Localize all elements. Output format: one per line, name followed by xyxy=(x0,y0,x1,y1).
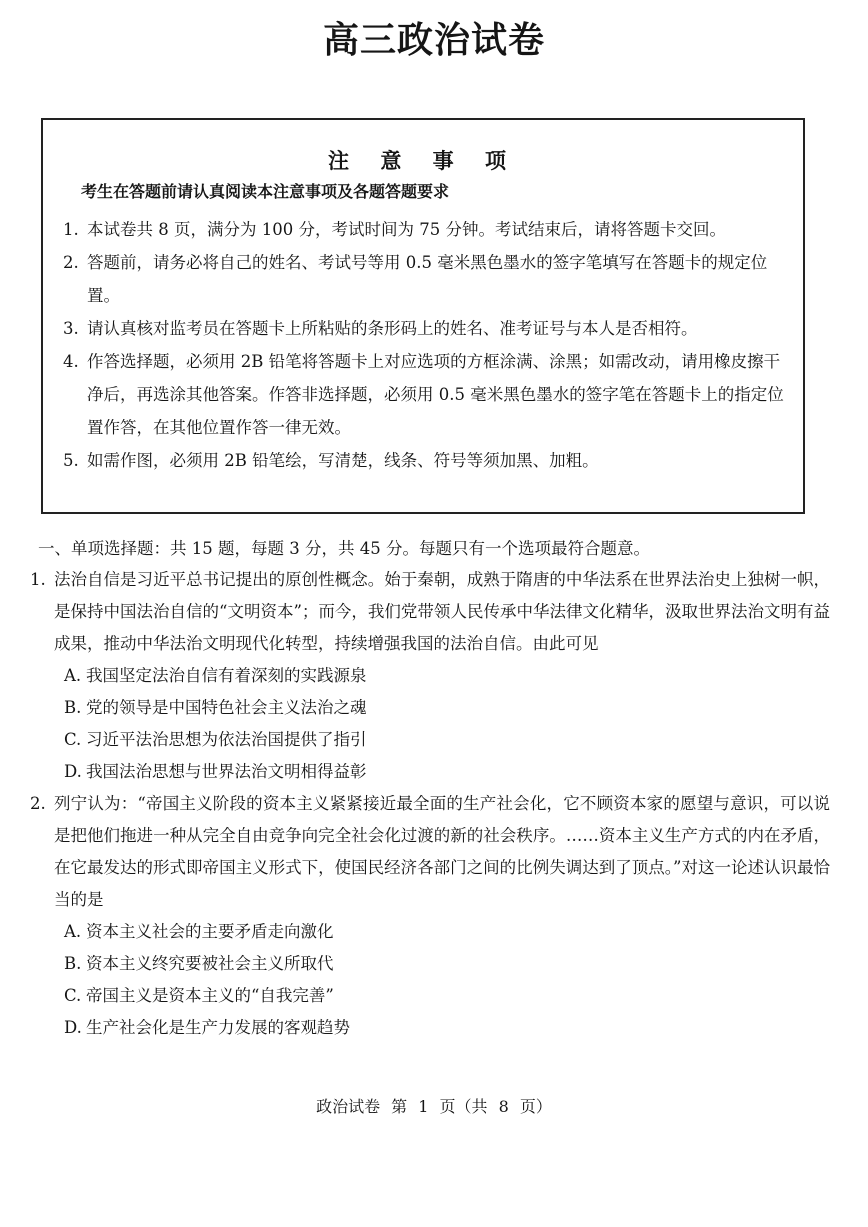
option-letter: B. xyxy=(64,698,82,717)
page-title: 高三政治试卷 xyxy=(322,20,545,61)
notice-item-text: 本试卷共 8 页，满分为 100 分，考试时间为 75 分钟。考试结束后，请将答题卡交回。 xyxy=(87,220,726,239)
option-a xyxy=(64,916,830,948)
option-b xyxy=(64,948,830,980)
option-text: 帝国主义是资本主义的“自我完善” xyxy=(86,986,334,1005)
notice-item-number: 5. xyxy=(63,451,79,470)
option-text: 生产社会化是生产力发展的客观趋势 xyxy=(86,1018,350,1037)
notice-subheading: 考生在答题前请认真阅读本注意事项及各题答题要求 xyxy=(81,182,450,201)
notice-item-text: 请认真核对监考员在答题卡上所粘贴的条形码上的姓名、准考证号与本人是否相符。 xyxy=(87,319,698,338)
option-text: 资本主义社会的主要矛盾走向激化 xyxy=(86,922,334,941)
question-stem: 法治自信是习近平总书记提出的原创性概念。始于秦朝，成熟于隋唐的中华法系在世界法治史上独树一帜，是保持中国法治自信的“文明资本”；而今，我们党带领人民传承中华法律文化精华，汲取世界法治文明有益成果，推动中华法治文明现代化转型，持续增强我国的法治自信。由此可见 xyxy=(54,570,830,653)
option-b xyxy=(64,692,830,724)
option-c xyxy=(64,724,830,756)
notice-list xyxy=(43,213,803,477)
option-letter: C. xyxy=(64,730,82,749)
questions-section xyxy=(30,534,830,1044)
question-stem: 列宁认为：“帝国主义阶段的资本主义紧紧接近最全面的生产社会化，它不顾资本家的愿望与意识，可以说是把他们拖进一种从完全自由竞争向完全社会化过渡的新的社会秩序。……资本主义生产方式的内在矛盾，在它最发达的形式即帝国主义形式下，使国民经济各部门之间的比例失调达到了顶点。”对这一论述认识最恰当的是 xyxy=(54,794,830,909)
notice-item-text: 如需作图，必须用 2B 铅笔绘，写清楚，线条、符号等须加黑、加粗。 xyxy=(87,451,599,470)
option-text: 资本主义终究要被社会主义所取代 xyxy=(86,954,334,973)
option-text: 我国坚定法治自信有着深刻的实践源泉 xyxy=(86,666,367,685)
section-title: 一、单项选择题：共 15 题，每题 3 分，共 45 分。每题只有一个选项最符合题意。 xyxy=(38,539,650,558)
option-letter: B. xyxy=(64,954,82,973)
question-number: 1. xyxy=(30,570,46,589)
option-d xyxy=(64,1012,830,1044)
option-d xyxy=(64,756,830,788)
option-letter: A. xyxy=(64,666,82,685)
notice-heading: 注 意 事 项 xyxy=(328,148,518,173)
option-letter: D. xyxy=(64,1018,82,1037)
option-c xyxy=(64,980,830,1012)
option-letter: D. xyxy=(64,762,82,781)
notice-box xyxy=(41,118,805,514)
notice-item-2 xyxy=(53,246,803,312)
notice-item-text: 作答选择题，必须用 2B 铅笔将答题卡上对应选项的方框涂满、涂黑；如需改动，请用橡皮擦干净后，再选涂其他答案。作答非选择题，必须用 0.5 毫米黑色墨水的签字笔在答题卡上的指定位置作答，在其他位置作答一律无效。 xyxy=(87,352,784,437)
question-2 xyxy=(30,788,830,1044)
question-1 xyxy=(30,564,830,788)
notice-item-number: 1. xyxy=(63,220,79,239)
notice-item-number: 3. xyxy=(63,319,79,338)
notice-item-1 xyxy=(53,213,803,246)
notice-item-5 xyxy=(53,444,803,477)
option-text: 我国法治思想与世界法治文明相得益彰 xyxy=(86,762,367,781)
option-text: 党的领导是中国特色社会主义法治之魂 xyxy=(86,698,367,717)
option-text: 习近平法治思想为依法治国提供了指引 xyxy=(86,730,367,749)
notice-item-4 xyxy=(53,345,803,444)
question-number: 2. xyxy=(30,794,46,813)
option-letter: A. xyxy=(64,922,82,941)
option-a xyxy=(64,660,830,692)
notice-item-number: 2. xyxy=(63,253,79,272)
page-footer: 政治试卷 第 1 页（共 8 页） xyxy=(316,1097,552,1116)
option-letter: C. xyxy=(64,986,82,1005)
notice-item-3 xyxy=(53,312,803,345)
notice-item-number: 4. xyxy=(63,352,79,371)
notice-item-text: 答题前，请务必将自己的姓名、考试号等用 0.5 毫米黑色墨水的签字笔填写在答题卡的规定位置。 xyxy=(87,253,768,305)
